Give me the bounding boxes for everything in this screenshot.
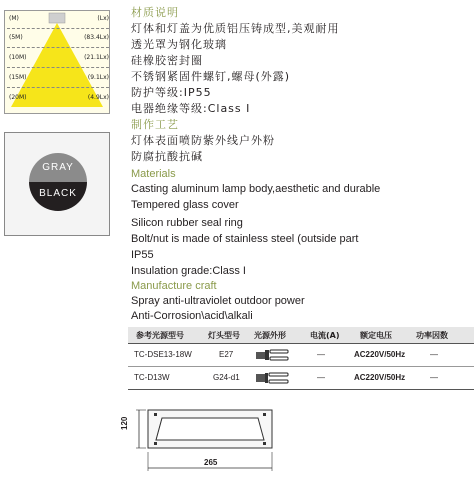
cell-pf: — <box>430 350 438 359</box>
distance-label: (15M) <box>9 74 27 81</box>
craft-heading-en: Manufacture craft <box>131 280 217 292</box>
black-swatch: BLACK <box>29 182 87 211</box>
spec-line-zh: 不锈钢紧固件螺钉,螺母(外露) <box>131 70 291 83</box>
column-header: 额定电压 <box>360 331 392 340</box>
spec-line-zh: 防护等级:IP55 <box>131 86 212 99</box>
spec-line-en: Bolt/nut is made of stainless steel (outside part <box>131 233 359 245</box>
spec-line-zh: 电器绝缘等级:Class Ⅰ <box>131 102 251 115</box>
table-rule <box>128 389 474 390</box>
height-dimension-label: 120 <box>120 416 129 430</box>
material-heading-en: Materials <box>131 168 176 180</box>
cell-current: — <box>317 373 325 382</box>
spec-line-zh: 灯体和灯盖为优质铝压铸成型,美观耐用 <box>131 22 340 35</box>
distance-label: (20M) <box>9 94 27 101</box>
gray-swatch: GRAY <box>29 153 87 182</box>
lux-label: (Lx) <box>97 15 109 22</box>
light-distribution-chart <box>4 10 110 114</box>
spec-line-en: IP55 <box>131 249 154 261</box>
color-swatch-panel <box>4 132 110 236</box>
cell-voltage: AC220V/50Hz <box>354 373 406 382</box>
craft-line-zh: 防腐抗酸抗碱 <box>131 150 203 163</box>
color-swatch-circle <box>29 153 87 211</box>
table-row <box>128 367 474 389</box>
table-header <box>128 327 474 343</box>
lux-label: (4.9Lx) <box>87 94 109 101</box>
dimension-drawing <box>126 402 296 482</box>
lux-label: (83.4Lx) <box>84 34 109 41</box>
distance-label: (M) <box>9 15 19 22</box>
cell-model: TC-D13W <box>134 373 170 382</box>
lux-gridline <box>7 67 109 68</box>
spec-line-en: Insulation grade:Class I <box>131 265 246 277</box>
lamp-shape-icon <box>256 348 290 362</box>
craft-line-zh: 灯体表面喷防紫外线户外粉 <box>131 134 275 147</box>
craft-heading-zh: 制作工艺 <box>131 118 179 131</box>
column-header: 灯头型号 <box>208 331 240 340</box>
column-header: 电流(A) <box>310 331 340 340</box>
spec-line-zh: 硅橡胶密封圈 <box>131 54 203 67</box>
cell-pf: — <box>430 373 438 382</box>
column-header: 光源外形 <box>254 331 286 340</box>
lux-gridline <box>7 28 109 29</box>
column-header: 参考光源型号 <box>136 331 184 340</box>
material-heading-zh: 材质说明 <box>131 6 179 19</box>
spec-line-en: Silicon rubber seal ring <box>131 217 243 229</box>
column-header: 功率因数 <box>416 331 448 340</box>
spec-line-en: Casting aluminum lamp body,aesthetic and durable <box>131 183 381 195</box>
lux-label: (9.1Lx) <box>87 74 109 81</box>
table-row <box>128 344 474 366</box>
cell-base: G24-d1 <box>213 373 240 382</box>
cell-model: TC-DSE13-18W <box>134 350 192 359</box>
cell-current: — <box>317 350 325 359</box>
distance-label: (10M) <box>9 54 27 61</box>
craft-line-en: Anti-Corrosion\acid\alkali <box>131 310 253 322</box>
lamp-shape-icon <box>256 371 290 385</box>
spec-line-en: Tempered glass cover <box>131 199 239 211</box>
lux-gridline <box>7 47 109 48</box>
width-dimension-label: 265 <box>204 458 218 467</box>
lux-label: (21.1Lx) <box>84 54 109 61</box>
cell-base: E27 <box>219 350 234 359</box>
distance-label: (5M) <box>9 34 23 41</box>
spec-line-zh: 透光罩为钢化玻璃 <box>131 38 227 51</box>
lux-gridline <box>7 87 109 88</box>
cell-voltage: AC220V/50Hz <box>354 350 406 359</box>
craft-line-en: Spray anti-ultraviolet outdoor power <box>131 295 305 307</box>
